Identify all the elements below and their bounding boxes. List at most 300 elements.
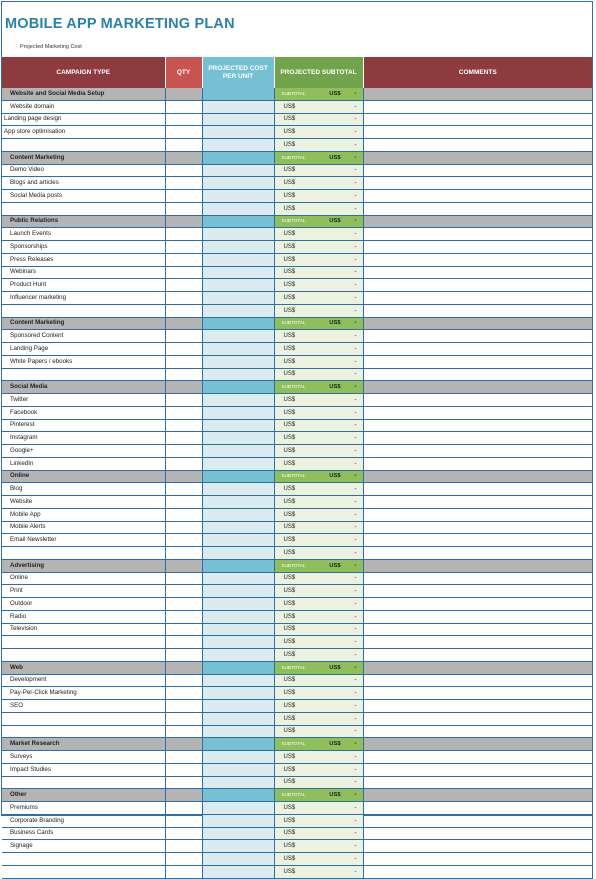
line-item-name[interactable]: [2, 776, 165, 789]
subtotal-cell[interactable]: [274, 381, 363, 394]
subtotal-cell[interactable]: [274, 241, 363, 254]
subtotal-cell[interactable]: [274, 763, 363, 776]
qty-cell[interactable]: [165, 521, 202, 534]
comment-cell[interactable]: [363, 445, 592, 458]
cost-cell[interactable]: [202, 88, 274, 100]
subtotal-cell[interactable]: [274, 725, 363, 738]
category-name[interactable]: Market Research: [2, 738, 165, 751]
cost-cell[interactable]: [202, 674, 274, 687]
qty-cell[interactable]: [165, 343, 202, 356]
line-item-name[interactable]: [2, 202, 165, 215]
cost-cell[interactable]: [202, 330, 274, 343]
subtotal-cell[interactable]: [274, 445, 363, 458]
qty-cell[interactable]: [165, 661, 202, 674]
comment-cell[interactable]: [363, 840, 592, 853]
line-item-name[interactable]: [2, 853, 165, 866]
line-item-name[interactable]: Product Hunt: [2, 279, 165, 292]
cost-cell[interactable]: [202, 241, 274, 254]
comment-cell[interactable]: [363, 789, 592, 802]
cost-cell[interactable]: [202, 623, 274, 636]
qty-cell[interactable]: [165, 304, 202, 317]
cost-cell[interactable]: [202, 598, 274, 611]
qty-cell[interactable]: [165, 330, 202, 343]
subtotal-cell[interactable]: [274, 712, 363, 725]
qty-cell[interactable]: [165, 712, 202, 725]
comment-cell[interactable]: [363, 572, 592, 585]
cost-cell[interactable]: [202, 789, 274, 802]
cost-cell[interactable]: [202, 508, 274, 521]
subtotal-cell[interactable]: [274, 700, 363, 713]
line-item-name[interactable]: Twitter: [2, 394, 165, 407]
qty-cell[interactable]: [165, 814, 202, 827]
subtotal-cell[interactable]: [274, 534, 363, 547]
subtotal-cell[interactable]: [274, 100, 363, 113]
subtotal-cell[interactable]: [274, 292, 363, 305]
qty-cell[interactable]: [165, 88, 202, 100]
cost-cell[interactable]: [202, 215, 274, 228]
comment-cell[interactable]: [363, 814, 592, 827]
comment-cell[interactable]: [363, 610, 592, 623]
comment-cell[interactable]: [363, 177, 592, 190]
line-item-name[interactable]: [2, 636, 165, 649]
line-item-name[interactable]: [2, 725, 165, 738]
category-name[interactable]: Social Media: [2, 381, 165, 394]
qty-cell[interactable]: [165, 190, 202, 203]
comment-cell[interactable]: [363, 827, 592, 840]
header-cost-per-unit[interactable]: PROJECTED COST PER UNIT: [202, 57, 274, 88]
cost-cell[interactable]: [202, 381, 274, 394]
cost-cell[interactable]: [202, 470, 274, 483]
qty-cell[interactable]: [165, 751, 202, 764]
cost-cell[interactable]: [202, 432, 274, 445]
comment-cell[interactable]: [363, 343, 592, 356]
comment-cell[interactable]: [363, 636, 592, 649]
qty-cell[interactable]: [165, 776, 202, 789]
cost-cell[interactable]: [202, 151, 274, 164]
qty-cell[interactable]: [165, 419, 202, 432]
qty-cell[interactable]: [165, 126, 202, 139]
comment-cell[interactable]: [363, 126, 592, 139]
comment-cell[interactable]: [363, 228, 592, 241]
cost-cell[interactable]: [202, 610, 274, 623]
cost-cell[interactable]: [202, 814, 274, 827]
comment-cell[interactable]: [363, 853, 592, 866]
subtotal-cell[interactable]: [274, 355, 363, 368]
subtotal-cell[interactable]: [274, 751, 363, 764]
subtotal-cell[interactable]: [274, 559, 363, 572]
line-item-name[interactable]: Website domain: [2, 100, 165, 113]
subtotal-cell[interactable]: [274, 521, 363, 534]
cost-cell[interactable]: [202, 279, 274, 292]
qty-cell[interactable]: [165, 853, 202, 866]
subtotal-cell[interactable]: [274, 88, 363, 100]
cost-cell[interactable]: [202, 827, 274, 840]
cost-cell[interactable]: [202, 751, 274, 764]
line-item-name[interactable]: App store optimisation: [2, 126, 165, 139]
line-item-name[interactable]: LinkedIn: [2, 457, 165, 470]
comment-cell[interactable]: [363, 738, 592, 751]
subtotal-cell[interactable]: [274, 394, 363, 407]
cost-cell[interactable]: [202, 113, 274, 126]
cost-cell[interactable]: [202, 738, 274, 751]
qty-cell[interactable]: [165, 802, 202, 815]
line-item-name[interactable]: White Papers / ebooks: [2, 355, 165, 368]
subtotal-cell[interactable]: [274, 623, 363, 636]
comment-cell[interactable]: [363, 865, 592, 878]
cost-cell[interactable]: [202, 228, 274, 241]
comment-cell[interactable]: [363, 521, 592, 534]
qty-cell[interactable]: [165, 266, 202, 279]
line-item-name[interactable]: [2, 649, 165, 662]
cost-cell[interactable]: [202, 865, 274, 878]
line-item-name[interactable]: Press Releases: [2, 253, 165, 266]
category-name[interactable]: Online: [2, 470, 165, 483]
comment-cell[interactable]: [363, 113, 592, 126]
comment-cell[interactable]: [363, 253, 592, 266]
comment-cell[interactable]: [363, 585, 592, 598]
qty-cell[interactable]: [165, 279, 202, 292]
subtotal-cell[interactable]: [274, 598, 363, 611]
line-item-name[interactable]: Impact Studies: [2, 763, 165, 776]
qty-cell[interactable]: [165, 610, 202, 623]
cost-cell[interactable]: [202, 636, 274, 649]
comment-cell[interactable]: [363, 483, 592, 496]
line-item-name[interactable]: Facebook: [2, 406, 165, 419]
qty-cell[interactable]: [165, 572, 202, 585]
subtotal-cell[interactable]: [274, 483, 363, 496]
subtotal-cell[interactable]: [274, 279, 363, 292]
cost-cell[interactable]: [202, 292, 274, 305]
qty-cell[interactable]: [165, 674, 202, 687]
cost-cell[interactable]: [202, 355, 274, 368]
subtotal-cell[interactable]: [274, 253, 363, 266]
cost-cell[interactable]: [202, 406, 274, 419]
comment-cell[interactable]: [363, 381, 592, 394]
line-item-name[interactable]: Business Cards: [2, 827, 165, 840]
qty-cell[interactable]: [165, 483, 202, 496]
comment-cell[interactable]: [363, 457, 592, 470]
qty-cell[interactable]: [165, 827, 202, 840]
qty-cell[interactable]: [165, 623, 202, 636]
line-item-name[interactable]: Radio: [2, 610, 165, 623]
subtotal-cell[interactable]: [274, 687, 363, 700]
qty-cell[interactable]: [165, 636, 202, 649]
qty-cell[interactable]: [165, 151, 202, 164]
subtotal-cell[interactable]: [274, 572, 363, 585]
category-name[interactable]: Other: [2, 789, 165, 802]
line-item-name[interactable]: Sponsorships: [2, 241, 165, 254]
subtotal-cell[interactable]: [274, 368, 363, 381]
cost-cell[interactable]: [202, 304, 274, 317]
line-item-name[interactable]: Blogs and articles: [2, 177, 165, 190]
line-item-name[interactable]: Mobile App: [2, 508, 165, 521]
line-item-name[interactable]: Premiums: [2, 802, 165, 815]
cost-cell[interactable]: [202, 853, 274, 866]
subtotal-cell[interactable]: [274, 738, 363, 751]
subtotal-cell[interactable]: [274, 789, 363, 802]
line-item-name[interactable]: Landing Page: [2, 343, 165, 356]
comment-cell[interactable]: [363, 292, 592, 305]
line-item-name[interactable]: Surveys: [2, 751, 165, 764]
qty-cell[interactable]: [165, 177, 202, 190]
cost-cell[interactable]: [202, 457, 274, 470]
subtotal-cell[interactable]: [274, 865, 363, 878]
line-item-name[interactable]: Email Newsletter: [2, 534, 165, 547]
subtotal-cell[interactable]: [274, 304, 363, 317]
qty-cell[interactable]: [165, 432, 202, 445]
subtotal-cell[interactable]: [274, 330, 363, 343]
subtotal-cell[interactable]: [274, 177, 363, 190]
qty-cell[interactable]: [165, 840, 202, 853]
line-item-name[interactable]: Landing page design: [2, 113, 165, 126]
subtotal-cell[interactable]: [274, 126, 363, 139]
comment-cell[interactable]: [363, 508, 592, 521]
qty-cell[interactable]: [165, 241, 202, 254]
line-item-name[interactable]: [2, 139, 165, 152]
line-item-name[interactable]: Pinterest: [2, 419, 165, 432]
category-name[interactable]: Content Marketing: [2, 151, 165, 164]
subtotal-cell[interactable]: [274, 827, 363, 840]
qty-cell[interactable]: [165, 789, 202, 802]
cost-cell[interactable]: [202, 700, 274, 713]
subtotal-cell[interactable]: [274, 496, 363, 509]
comment-cell[interactable]: [363, 304, 592, 317]
category-name[interactable]: Content Marketing: [2, 317, 165, 330]
line-item-name[interactable]: [2, 712, 165, 725]
qty-cell[interactable]: [165, 355, 202, 368]
subtotal-cell[interactable]: [274, 419, 363, 432]
category-name[interactable]: Public Relations: [2, 215, 165, 228]
subtotal-cell[interactable]: [274, 853, 363, 866]
subtotal-cell[interactable]: [274, 266, 363, 279]
comment-cell[interactable]: [363, 661, 592, 674]
category-name[interactable]: Website and Social Media Setup: [2, 88, 165, 100]
line-item-name[interactable]: Demo Video: [2, 164, 165, 177]
line-item-name[interactable]: Social Media posts: [2, 190, 165, 203]
comment-cell[interactable]: [363, 674, 592, 687]
qty-cell[interactable]: [165, 598, 202, 611]
comment-cell[interactable]: [363, 547, 592, 560]
comment-cell[interactable]: [363, 763, 592, 776]
header-projected-subtotal[interactable]: PROJECTED SUBTOTAL: [274, 57, 363, 88]
comment-cell[interactable]: [363, 623, 592, 636]
line-item-name[interactable]: Sponsored Content: [2, 330, 165, 343]
qty-cell[interactable]: [165, 368, 202, 381]
qty-cell[interactable]: [165, 725, 202, 738]
cost-cell[interactable]: [202, 496, 274, 509]
cost-cell[interactable]: [202, 712, 274, 725]
line-item-name[interactable]: Instagram: [2, 432, 165, 445]
cost-cell[interactable]: [202, 394, 274, 407]
line-item-name[interactable]: Outdoor: [2, 598, 165, 611]
comment-cell[interactable]: [363, 470, 592, 483]
comment-cell[interactable]: [363, 394, 592, 407]
subtotal-cell[interactable]: [274, 470, 363, 483]
subtotal-cell[interactable]: [274, 814, 363, 827]
subtotal-cell[interactable]: [274, 457, 363, 470]
comment-cell[interactable]: [363, 496, 592, 509]
comment-cell[interactable]: [363, 139, 592, 152]
comment-cell[interactable]: [363, 712, 592, 725]
qty-cell[interactable]: [165, 585, 202, 598]
cost-cell[interactable]: [202, 776, 274, 789]
cost-cell[interactable]: [202, 483, 274, 496]
category-name[interactable]: Web: [2, 661, 165, 674]
cost-cell[interactable]: [202, 559, 274, 572]
qty-cell[interactable]: [165, 113, 202, 126]
cost-cell[interactable]: [202, 445, 274, 458]
cost-cell[interactable]: [202, 572, 274, 585]
line-item-name[interactable]: [2, 304, 165, 317]
cost-cell[interactable]: [202, 521, 274, 534]
cost-cell[interactable]: [202, 763, 274, 776]
cost-cell[interactable]: [202, 190, 274, 203]
line-item-name[interactable]: Corporate Branding: [2, 814, 165, 827]
qty-cell[interactable]: [165, 445, 202, 458]
qty-cell[interactable]: [165, 508, 202, 521]
comment-cell[interactable]: [363, 215, 592, 228]
qty-cell[interactable]: [165, 100, 202, 113]
header-comments[interactable]: COMMENTS: [363, 57, 592, 88]
cost-cell[interactable]: [202, 661, 274, 674]
cost-cell[interactable]: [202, 840, 274, 853]
line-item-name[interactable]: Google+: [2, 445, 165, 458]
comment-cell[interactable]: [363, 330, 592, 343]
subtotal-cell[interactable]: [274, 661, 363, 674]
cost-cell[interactable]: [202, 317, 274, 330]
comment-cell[interactable]: [363, 687, 592, 700]
qty-cell[interactable]: [165, 470, 202, 483]
comment-cell[interactable]: [363, 534, 592, 547]
qty-cell[interactable]: [165, 496, 202, 509]
qty-cell[interactable]: [165, 763, 202, 776]
cost-cell[interactable]: [202, 419, 274, 432]
comment-cell[interactable]: [363, 100, 592, 113]
cost-cell[interactable]: [202, 202, 274, 215]
line-item-name[interactable]: Influencer marketing: [2, 292, 165, 305]
qty-cell[interactable]: [165, 317, 202, 330]
qty-cell[interactable]: [165, 253, 202, 266]
comment-cell[interactable]: [363, 598, 592, 611]
qty-cell[interactable]: [165, 687, 202, 700]
comment-cell[interactable]: [363, 751, 592, 764]
cost-cell[interactable]: [202, 585, 274, 598]
subtotal-cell[interactable]: [274, 610, 363, 623]
subtotal-cell[interactable]: [274, 636, 363, 649]
comment-cell[interactable]: [363, 776, 592, 789]
qty-cell[interactable]: [165, 406, 202, 419]
qty-cell[interactable]: [165, 547, 202, 560]
line-item-name[interactable]: Development: [2, 674, 165, 687]
comment-cell[interactable]: [363, 649, 592, 662]
comment-cell[interactable]: [363, 700, 592, 713]
comment-cell[interactable]: [363, 266, 592, 279]
cost-cell[interactable]: [202, 534, 274, 547]
comment-cell[interactable]: [363, 317, 592, 330]
cost-cell[interactable]: [202, 725, 274, 738]
line-item-name[interactable]: Television: [2, 623, 165, 636]
qty-cell[interactable]: [165, 381, 202, 394]
subtotal-cell[interactable]: [274, 151, 363, 164]
qty-cell[interactable]: [165, 139, 202, 152]
subtotal-cell[interactable]: [274, 547, 363, 560]
comment-cell[interactable]: [363, 559, 592, 572]
comment-cell[interactable]: [363, 202, 592, 215]
line-item-name[interactable]: Signage: [2, 840, 165, 853]
comment-cell[interactable]: [363, 151, 592, 164]
comment-cell[interactable]: [363, 279, 592, 292]
cost-cell[interactable]: [202, 368, 274, 381]
line-item-name[interactable]: Blog: [2, 483, 165, 496]
qty-cell[interactable]: [165, 559, 202, 572]
qty-cell[interactable]: [165, 534, 202, 547]
subtotal-cell[interactable]: [274, 674, 363, 687]
subtotal-cell[interactable]: [274, 406, 363, 419]
subtotal-cell[interactable]: [274, 228, 363, 241]
qty-cell[interactable]: [165, 202, 202, 215]
qty-cell[interactable]: [165, 865, 202, 878]
line-item-name[interactable]: Website: [2, 496, 165, 509]
comment-cell[interactable]: [363, 355, 592, 368]
comment-cell[interactable]: [363, 241, 592, 254]
subtotal-cell[interactable]: [274, 802, 363, 815]
cost-cell[interactable]: [202, 100, 274, 113]
qty-cell[interactable]: [165, 164, 202, 177]
line-item-name[interactable]: Launch Events: [2, 228, 165, 241]
cost-cell[interactable]: [202, 547, 274, 560]
subtotal-cell[interactable]: [274, 840, 363, 853]
subtotal-cell[interactable]: [274, 585, 363, 598]
subtotal-cell[interactable]: [274, 432, 363, 445]
cost-cell[interactable]: [202, 126, 274, 139]
line-item-name[interactable]: Webinars: [2, 266, 165, 279]
cost-cell[interactable]: [202, 177, 274, 190]
comment-cell[interactable]: [363, 419, 592, 432]
comment-cell[interactable]: [363, 432, 592, 445]
line-item-name[interactable]: Mobile Alerts: [2, 521, 165, 534]
line-item-name[interactable]: [2, 547, 165, 560]
qty-cell[interactable]: [165, 738, 202, 751]
subtotal-cell[interactable]: [274, 190, 363, 203]
comment-cell[interactable]: [363, 802, 592, 815]
comment-cell[interactable]: [363, 164, 592, 177]
line-item-name[interactable]: Online: [2, 572, 165, 585]
qty-cell[interactable]: [165, 649, 202, 662]
subtotal-cell[interactable]: [274, 139, 363, 152]
header-campaign-type[interactable]: CAMPAIGN TYPE: [2, 57, 165, 88]
comment-cell[interactable]: [363, 88, 592, 100]
qty-cell[interactable]: [165, 457, 202, 470]
line-item-name[interactable]: Print: [2, 585, 165, 598]
qty-cell[interactable]: [165, 394, 202, 407]
subtotal-cell[interactable]: [274, 164, 363, 177]
qty-cell[interactable]: [165, 215, 202, 228]
qty-cell[interactable]: [165, 700, 202, 713]
subtotal-cell[interactable]: [274, 343, 363, 356]
subtotal-cell[interactable]: [274, 508, 363, 521]
cost-cell[interactable]: [202, 139, 274, 152]
category-name[interactable]: Advertising: [2, 559, 165, 572]
subtotal-cell[interactable]: [274, 317, 363, 330]
subtotal-cell[interactable]: [274, 649, 363, 662]
cost-cell[interactable]: [202, 687, 274, 700]
header-qty[interactable]: QTY: [165, 57, 202, 88]
qty-cell[interactable]: [165, 228, 202, 241]
qty-cell[interactable]: [165, 292, 202, 305]
line-item-name[interactable]: SEO: [2, 700, 165, 713]
line-item-name[interactable]: Pay-Per-Click Marketing: [2, 687, 165, 700]
subtotal-cell[interactable]: [274, 776, 363, 789]
